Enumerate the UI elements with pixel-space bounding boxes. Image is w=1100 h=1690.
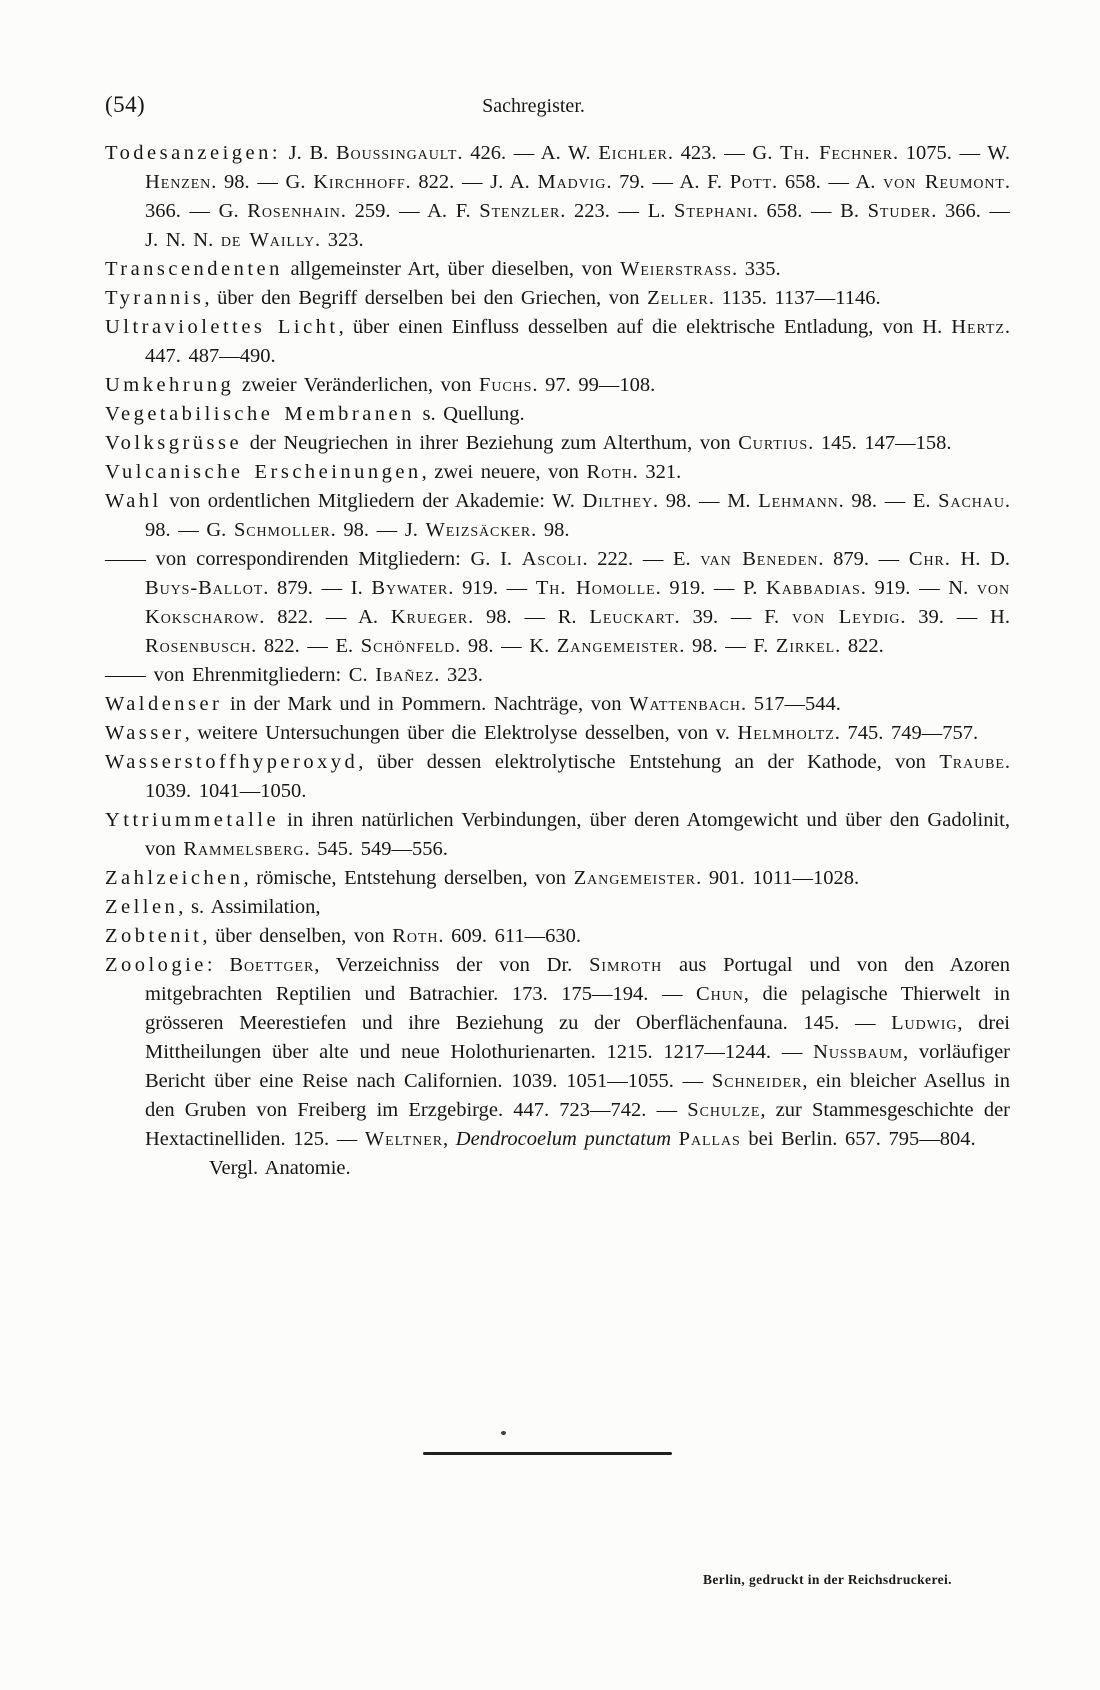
entry-text: . 822. — A. <box>259 606 391 628</box>
closing-note <box>105 1154 1010 1183</box>
entry-text: Stenzler <box>479 200 561 222</box>
entry-text: Rammelsberg <box>183 838 305 860</box>
entry-text: . 822. — E. <box>251 635 361 657</box>
entry-text: . 366. — J. N. N. <box>145 200 1011 251</box>
entry-text: Studer <box>867 200 932 222</box>
scan-dot <box>501 1431 506 1435</box>
entry-text: . 259. — A. F. <box>340 200 480 222</box>
entry-headword: Umkehrung <box>105 374 235 396</box>
entry-text: . 39. — H. <box>900 606 1010 628</box>
entry-text: . 919. — <box>448 577 536 599</box>
entry-text: Zeller <box>647 287 709 309</box>
index-entry <box>105 371 1010 400</box>
entry-text: . 1039. 1041—1050. <box>145 751 1010 802</box>
entry-text: Th. Homolle <box>535 577 656 599</box>
entry-text: , vorläufiger Bericht über eine Reise nach Californien. 1039. 1051—1055. — <box>145 1041 1010 1092</box>
entry-text: Bywater <box>371 577 449 599</box>
entry-text: , <box>443 1128 456 1150</box>
entry-text: . 919. — P. <box>655 577 767 599</box>
printer-imprint: Berlin, gedruckt in der Reichsdruckerei. <box>703 1572 952 1587</box>
entry-text: . 98. <box>531 519 570 541</box>
entry-text: Roth <box>586 461 633 483</box>
entry-text: Traube <box>939 751 1005 773</box>
entry-text: . 97. 99—108. <box>532 374 656 396</box>
entry-text: Zangemeister <box>556 635 680 657</box>
entry-text: , römische, Entstehung derselben, von <box>243 867 574 889</box>
entry-text: Boussingault <box>335 142 458 164</box>
entry-text: Schneider <box>711 1070 803 1092</box>
entry-text: . 39. — F. <box>674 606 792 628</box>
entry-text: . 1075. — W. <box>892 142 1010 164</box>
entry-text: von ordentlichen Mitgliedern der Akademie: W. <box>161 490 583 512</box>
entry-text: in ihren natürlichen Verbindungen, über deren Atomgewicht und über den Gadolinit, von <box>145 809 1010 860</box>
entry-text: . 822. — J. A. <box>405 171 538 193</box>
entry-text: , die pelagische Thierwelt in grösseren Meerestiefen und ihre Beziehung zu der Oberflächenfauna. 145. — <box>145 983 1010 1034</box>
entry-text: Vergl. Anatomie. <box>209 1157 351 1179</box>
entry-text: . 98. — F. <box>679 635 776 657</box>
entry-text: . 321. <box>632 461 682 483</box>
entry-text: aus Portugal und von den Azoren mitgebrachten Reptilien und Batrachier. 173. 175—194. — <box>145 954 1011 1005</box>
index-entry <box>105 864 1010 893</box>
entry-text: Henzen <box>145 171 212 193</box>
entry-text: Krueger <box>390 606 469 628</box>
index-entry <box>105 690 1010 719</box>
entry-text: , über denselben, von <box>202 925 393 947</box>
index-entry <box>105 429 1010 458</box>
entry-text: . 98. — M. <box>653 490 759 512</box>
entry-text: Zirkel <box>775 635 836 657</box>
entry-text: Ludwig <box>891 1012 958 1034</box>
index-entries <box>105 139 1010 1183</box>
entry-text: H. D. <box>950 548 1010 570</box>
entry-text: Wattenbach <box>629 693 741 715</box>
entry-text: Pott <box>729 171 773 193</box>
entry-text: Ibañez <box>375 664 435 686</box>
index-entry <box>105 748 1010 806</box>
entry-headword: Wasserstoffhyperoxyd <box>105 751 359 773</box>
entry-text: . 423. — G. <box>667 142 780 164</box>
entry-text: Stephani <box>674 200 753 222</box>
entry-text: . 426. — A. W. <box>457 142 599 164</box>
entry-text: s. Quellung. <box>414 403 525 425</box>
entry-text: Schmoller <box>233 519 331 541</box>
entry-text: von Reumont <box>883 171 1005 193</box>
entry-text: . 98. — E. <box>838 490 939 512</box>
entry-headword: Wahl <box>105 490 162 512</box>
entry-text: Eichler <box>598 142 668 164</box>
entry-text: . 879. — I. <box>263 577 372 599</box>
entry-text: Pallas <box>678 1128 741 1150</box>
entry-text: , drei Mittheilungen über alte und neue Holothurienarten. 1215. 1217—1244. — <box>145 1012 1010 1063</box>
entry-text: . 222. — E. <box>582 548 701 570</box>
entry-text: , weitere Untersuchungen über die Elektrolyse desselben, von v. <box>184 722 738 744</box>
entry-headword: Vegetabilische Membranen <box>105 403 415 425</box>
entry-headword: Todesanzeigen: <box>105 142 281 164</box>
entry-text: . 545. 549—556. <box>304 838 448 860</box>
entry-text: . 98. — K. <box>455 635 557 657</box>
entry-text: Rosenhain <box>247 200 341 222</box>
entry-text: Weierstrass <box>620 258 733 280</box>
entry-text: . 98. — J. <box>330 519 426 541</box>
entry-headword: Zellen <box>105 896 179 918</box>
index-entry <box>105 313 1010 371</box>
entry-text: Roth <box>392 925 439 947</box>
entry-text: . 98. — R. <box>468 606 590 628</box>
entry-text: . 658. — B. <box>752 200 868 222</box>
entry-headword: Zahlzeichen <box>105 867 244 889</box>
page-number: (54) <box>105 92 146 117</box>
index-entry <box>105 922 1010 951</box>
entry-text: , über einen Einfluss desselben auf die elektrische Entladung, von H. <box>338 316 952 338</box>
index-entry <box>105 284 1010 313</box>
index-entry <box>105 893 1010 922</box>
entry-text: , zwei neuere, von <box>421 461 587 483</box>
entry-headword: Yttriummetalle <box>105 809 280 831</box>
entry-text: . 879. — <box>818 548 909 570</box>
index-entry <box>105 458 1010 487</box>
entry-text: , ein bleicher Asellus in den Gruben von Freiberg im Erzgebirge. 447. 723—742. — <box>145 1070 1011 1121</box>
entry-text: . 79. — A. F. <box>606 171 730 193</box>
entry-text: Schulze <box>687 1099 761 1121</box>
divider-rule <box>423 1452 672 1455</box>
entry-text: Leuckart <box>589 606 675 628</box>
entry-text: de Wailly <box>220 229 315 251</box>
entry-text: . 223. — L. <box>560 200 675 222</box>
entry-text: . 822. <box>835 635 884 657</box>
entry-text: Hertz <box>951 316 1005 338</box>
entry-text: Sachau <box>938 490 1005 512</box>
entry-text: Buys-Ballot <box>145 577 264 599</box>
index-entry <box>105 661 1010 690</box>
entry-text: Weizsäcker <box>425 519 532 541</box>
entry-text: , über den Begriff derselben bei den Griechen, von <box>204 287 648 309</box>
entry-text: . 609. 611—630. <box>438 925 582 947</box>
entry-text: . 323. <box>434 664 483 686</box>
entry-text: allgemeinster Art, über dieselben, von <box>282 258 621 280</box>
entry-text: Schönfeld <box>360 635 456 657</box>
entry-text: Boettger <box>229 954 315 976</box>
entry-text: —— von correspondirenden Mitgliedern: G. I. <box>105 548 522 570</box>
entry-text: Kabbadias <box>766 577 861 599</box>
entry-text: Lehmann <box>758 490 839 512</box>
index-entry <box>105 400 1010 429</box>
entry-text: der Neugriechen in ihrer Beziehung zum Alterthum, von <box>242 432 739 454</box>
entry-text: Weltner <box>364 1128 444 1150</box>
entry-headword: Vulcanische Erscheinungen <box>105 461 422 483</box>
entry-text: Simroth <box>589 954 663 976</box>
entry-text: in der Mark und in Pommern. Nachträge, von <box>222 693 630 715</box>
index-entry <box>105 139 1010 255</box>
page-title: Sachregister. <box>482 95 585 117</box>
entry-text: . 447. 487—490. <box>145 316 1010 367</box>
entry-text: . 366. — G. <box>145 171 1010 222</box>
index-entry <box>105 806 1010 864</box>
entry-text: von Leydig <box>791 606 901 628</box>
entry-text: . 745. 749—757. <box>834 722 979 744</box>
page-header <box>105 92 1008 126</box>
entry-text: . 335. <box>732 258 781 280</box>
entry-text: Zangemeister <box>573 867 697 889</box>
entry-text: . 919. — N. <box>860 577 977 599</box>
index-entry <box>105 719 1010 748</box>
entry-text: , über dessen elektrolytische Entstehung an der Kathode, von <box>358 751 940 773</box>
entry-text: Curtius <box>738 432 809 454</box>
entry-text: , zur Stammesgeschichte der Hextactinelliden. 125. — <box>145 1099 1010 1150</box>
entry-text: Chr. <box>908 548 951 570</box>
entry-headword: Ultraviolettes Licht <box>105 316 339 338</box>
entry-text: Dendrocoelum punctatum <box>455 1128 672 1150</box>
entry-headword: Wasser <box>105 722 185 744</box>
index-entry <box>105 545 1010 661</box>
index-entry <box>105 951 1010 1154</box>
index-entry <box>105 255 1010 284</box>
entry-text: , s. Assimilation, <box>178 896 321 918</box>
entry-text: —— von Ehrenmitgliedern: C. <box>105 664 376 686</box>
entry-text: . 98. — G. <box>145 490 1010 541</box>
entry-headword: Transcendenten <box>105 258 283 280</box>
entry-text: Helmholtz <box>737 722 835 744</box>
entry-text: von Kokscharow <box>145 577 1010 628</box>
entry-text: . 517—544. <box>740 693 841 715</box>
entry-text: : <box>206 954 230 976</box>
entry-text: . 1135. 1137—1146. <box>708 287 881 309</box>
entry-text: bei Berlin. 657. 795—804. <box>740 1128 976 1150</box>
entry-text: . 901. 1011—1028. <box>696 867 860 889</box>
entry-text: Kirchhoff <box>313 171 406 193</box>
entry-text <box>671 1128 679 1150</box>
entry-headword: Zoologie <box>105 954 207 976</box>
entry-text: Chun <box>696 983 744 1005</box>
entry-headword: Volksgrüsse <box>105 432 243 454</box>
entry-text: . 658. — A. <box>772 171 884 193</box>
entry-text: Madvig <box>537 171 607 193</box>
index-entry <box>105 487 1010 545</box>
entry-text: van Beneden <box>700 548 819 570</box>
entry-text: Nussbaum <box>813 1041 904 1063</box>
entry-headword: Tyrannis <box>105 287 205 309</box>
entry-text: zweier Veränderlichen, von <box>234 374 479 396</box>
entry-text: Ascoli <box>521 548 583 570</box>
entry-text: . 145. 147—158. <box>808 432 952 454</box>
entry-headword: Waldenser <box>105 693 223 715</box>
entry-text: . 98. — G. <box>211 171 314 193</box>
entry-text: , Verzeichniss der von Dr. <box>314 954 590 976</box>
entry-text: Dilthey <box>582 490 653 512</box>
entry-headword: Zobtenit <box>105 925 203 947</box>
entry-text: Rosenbusch <box>145 635 252 657</box>
entry-text: Fuchs <box>479 374 533 396</box>
entry-text: . 323. <box>315 229 364 251</box>
entry-text: J. B. <box>281 142 336 164</box>
entry-text: Th. Fechner <box>780 142 893 164</box>
